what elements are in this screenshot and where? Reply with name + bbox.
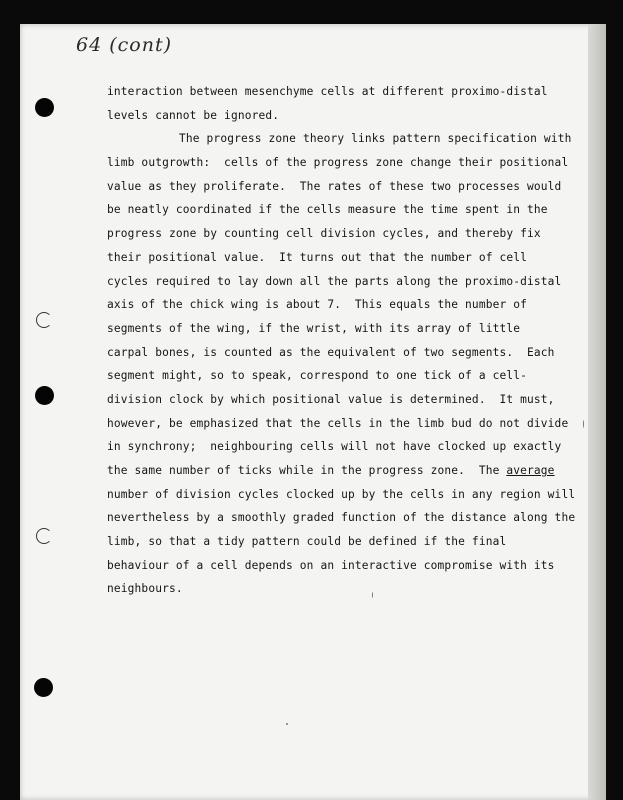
text-line — [107, 459, 587, 483]
punch-hole-partial — [36, 528, 52, 544]
scan-speck — [286, 723, 288, 725]
text-line — [107, 293, 587, 317]
text-line-content: segments of the wing, if the wrist, with its array of little — [107, 321, 521, 335]
text-line-content: in synchrony; neighbouring cells will not have clocked up exactly — [107, 440, 562, 454]
text-line-content: progress zone by counting cell division cycles, and thereby fix — [107, 227, 541, 241]
text-line-content: behaviour of a cell depends on an interactive compromise with its — [107, 558, 555, 572]
text-line-content: nevertheless by a smoothly graded function of the distance along the — [107, 511, 576, 525]
text-line — [107, 364, 587, 388]
text-line — [107, 483, 587, 507]
text-line-content: segment might, so to speak, correspond to one tick of a cell- — [107, 369, 528, 383]
text-line-content: interaction between mesenchyme cells at different proximo-distal — [107, 85, 548, 98]
text-line-content: the same number of ticks while in the progress zone. The — [107, 464, 507, 477]
text-line-content: limb, so that a tidy pattern could be defined if the final — [107, 535, 507, 549]
text-line — [107, 270, 587, 294]
underlined-word: average — [506, 464, 555, 477]
punch-hole — [35, 98, 54, 117]
text-line — [107, 506, 587, 530]
text-line — [107, 435, 587, 459]
text-line-content: number of division cycles clocked up by the cells in any region will — [107, 487, 576, 501]
text-line — [107, 577, 587, 601]
text-line-content: axis of the chick wing is about 7. This equals the number of — [107, 298, 528, 312]
paper-edge-shadow — [588, 24, 606, 800]
text-line-content: carpal bones, is counted as the equivalent of two segments. Each — [107, 345, 555, 359]
text-line-content: value as they proliferate. The rates of these two processes would — [107, 179, 562, 193]
text-line-content: The progress zone theory links pattern specification with — [179, 132, 572, 146]
text-line-content: division clock by which positional value is determined. It must, — [107, 392, 555, 406]
text-line-content: their positional value. It turns out that the number of cell — [107, 250, 528, 264]
text-line — [107, 530, 587, 554]
text-line — [107, 222, 587, 246]
text-line — [107, 127, 587, 151]
text-line — [107, 554, 587, 578]
punch-hole — [35, 386, 54, 405]
text-line — [107, 412, 587, 436]
text-line — [107, 175, 587, 199]
text-line-content: limb outgrowth: cells of the progress zone change their positional — [107, 156, 569, 170]
text-line — [107, 80, 587, 104]
text-line — [107, 341, 587, 365]
text-line — [107, 246, 587, 270]
text-line-content: levels cannot be ignored. — [107, 108, 280, 122]
punch-hole — [34, 678, 53, 697]
text-line-content: neighbours. — [107, 582, 183, 596]
text-line — [107, 151, 587, 175]
handwritten-page-number: 64 (cont) — [76, 34, 172, 56]
text-line-content: however, be emphasized that the cells in the limb bud do not divide — [107, 416, 569, 430]
text-line — [107, 198, 587, 222]
text-line — [107, 388, 587, 412]
text-line-content: be neatly coordinated if the cells measure the time spent in the — [107, 203, 548, 217]
text-line — [107, 317, 587, 341]
typed-text-body — [107, 80, 587, 601]
text-line — [107, 104, 587, 128]
punch-hole-partial — [36, 312, 52, 328]
text-line-content: cycles required to lay down all the parts along the proximo-distal — [107, 274, 562, 288]
